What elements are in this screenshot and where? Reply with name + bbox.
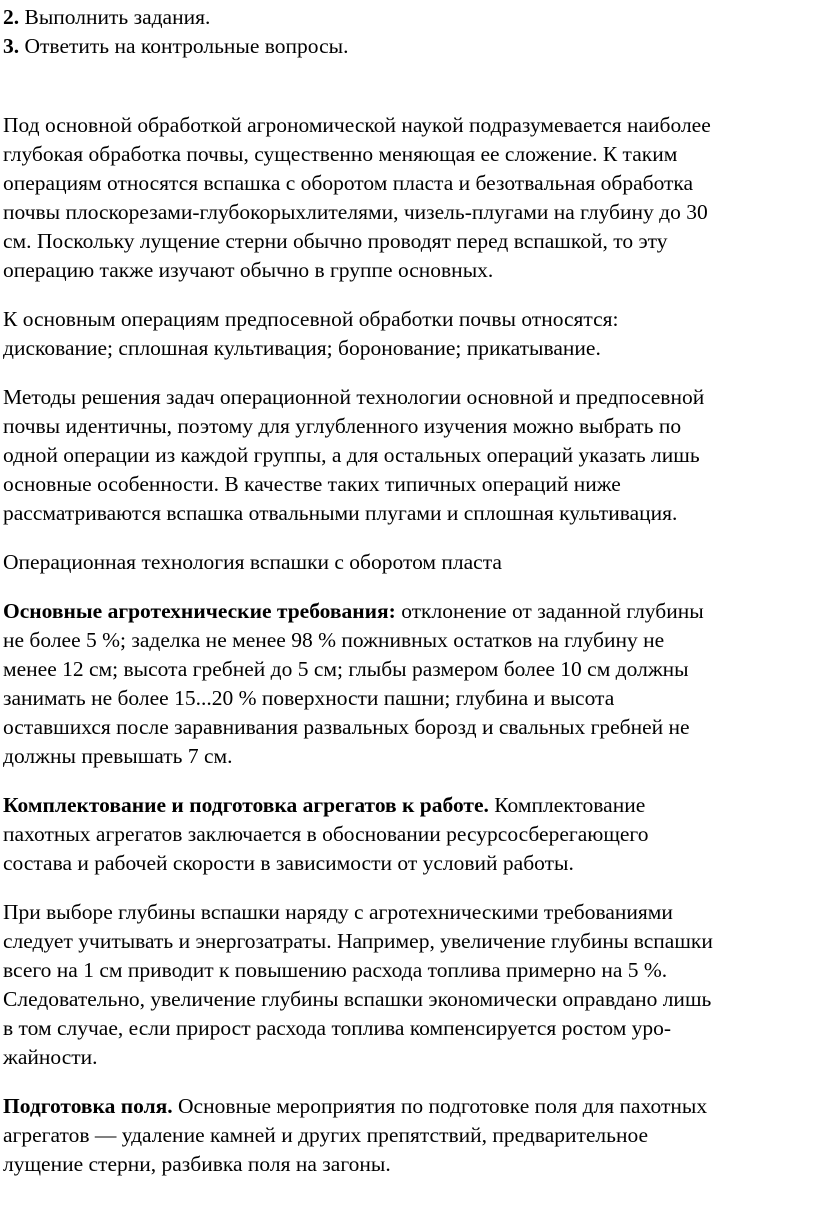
list-number: 2. (3, 5, 20, 29)
paragraph-text: Комплектование (488, 793, 646, 817)
list-item (3, 3, 210, 32)
paragraph-line (3, 1092, 707, 1121)
paragraph-line: следует учитывать и энергозатраты. Например, увеличение глубины вспашки (3, 929, 713, 953)
paragraph-line: см. Поскольку лущение стерни обычно проводят перед вспашкой, то эту (3, 229, 668, 253)
paragraph-line: пахотных агрегатов заключается в обосновании ресурсосберегающего (3, 822, 649, 846)
paragraph-line: операцию также изучают обычно в группе основных. (3, 258, 494, 282)
paragraph-line: почвы идентичны, поэтому для углубленного изучения можно выбрать по (3, 414, 682, 438)
paragraph-line: Методы решения задач операционной технологии основной и предпосевной (3, 385, 705, 409)
paragraph-line: лущение стерни, разбивка поля на загоны. (3, 1152, 391, 1176)
paragraph-line: рассматриваются вспашка отвальными плугами и сплошная культивация. (3, 501, 678, 525)
list-number: 3. (3, 34, 20, 58)
paragraph-line (3, 597, 704, 626)
list-item (3, 32, 348, 61)
paragraph-line: Следовательно, увеличение глубины вспашки экономически оправдано лишь (3, 987, 712, 1011)
paragraph-line: одной операции из каждой группы, а для остальных операций указать лишь (3, 443, 700, 467)
paragraph-text: отклонение от заданной глубины (395, 599, 704, 623)
bold-lead: Основные агротехнические требования: (3, 599, 396, 623)
paragraph-line: К основным операциям предпосевной обработки почвы относятся: (3, 307, 619, 331)
paragraph-line: дискование; сплошная культивация; боронование; прикатывание. (3, 336, 601, 360)
paragraph-line: операциям относятся вспашка с оборотом пласта и безотвальная обработка (3, 171, 694, 195)
paragraph-line: занимать не более 15...20 % поверхности пашни; глубина и высота (3, 686, 615, 710)
paragraph-line: Под основной обработкой агрономической наукой подразумевается наиболее (3, 113, 711, 137)
paragraph-line: всего на 1 см приводит к повышению расхода топлива примерно на 5 %. (3, 958, 668, 982)
paragraph-line: в том случае, если прирост расхода топлива компенсируется ростом уро- (3, 1016, 672, 1040)
paragraph-line: глубокая обработка почвы, существенно меняющая ее сложение. К таким (3, 142, 678, 166)
list-text: Ответить на контрольные вопросы. (24, 34, 349, 58)
paragraph-line: основные особенности. В качестве таких типичных операций ниже (3, 472, 621, 496)
paragraph-line (3, 791, 645, 820)
paragraph-line: менее 12 см; высота гребней до 5 см; глыбы размером более 10 см должны (3, 657, 689, 681)
paragraph-line: почвы плоскорезами-глубокорыхлителями, чизель-плугами на глубину до 30 (3, 200, 708, 224)
bold-lead: Комплектование и подготовка агрегатов к работе. (3, 793, 489, 817)
paragraph-line: оставшихся после заравнивания развальных борозд и свальных гребней не (3, 715, 690, 739)
paragraph-line: не более 5 %; заделка не менее 98 % пожнивных остатков на глубину не (3, 628, 665, 652)
paragraph-line: жайности. (3, 1045, 98, 1069)
paragraph-line: должны превышать 7 см. (3, 744, 233, 768)
paragraph-line: При выборе глубины вспашки наряду с агротехническими требованиями (3, 900, 673, 924)
paragraph-text: Основные мероприятия по подготовке поля для пахотных (172, 1094, 708, 1118)
bold-lead: Подготовка поля. (3, 1094, 173, 1118)
section-heading: Операционная технология вспашки с оборотом пласта (3, 550, 502, 574)
paragraph-line: состава и рабочей скорости в зависимости от условий работы. (3, 851, 574, 875)
paragraph-line: агрегатов — удаление камней и других препятствий, предварительное (3, 1123, 649, 1147)
list-text: Выполнить задания. (24, 5, 211, 29)
